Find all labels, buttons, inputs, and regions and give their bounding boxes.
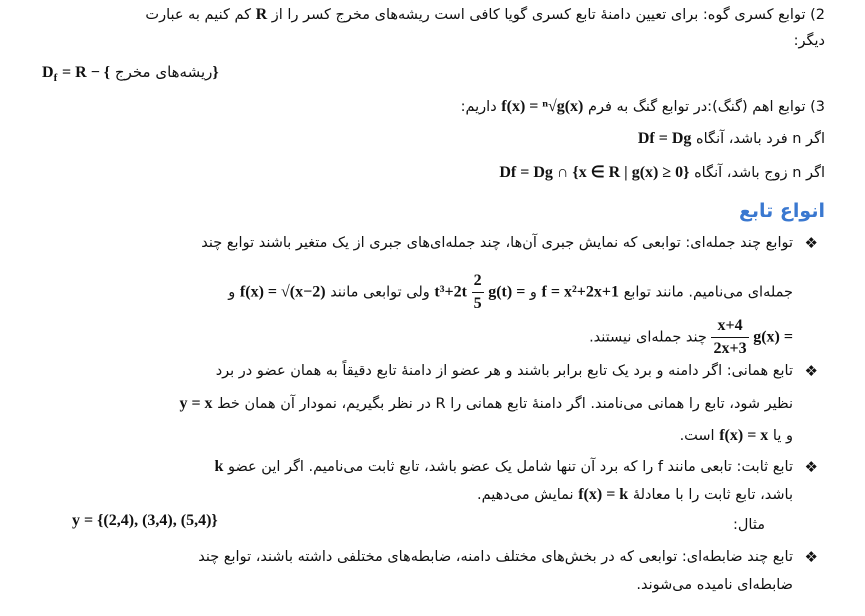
section2-text-b: کم کنیم به عبارت xyxy=(145,7,252,23)
odd-text: اگر n فرد باشد، آنگاه xyxy=(696,131,825,147)
frac-den: 2x+3 xyxy=(713,340,747,357)
poly-text-end: چند جمله‌ای نیستند. xyxy=(589,329,707,346)
poly-line2 xyxy=(38,270,793,315)
formula-word: ریشه‌های مخرج xyxy=(114,63,213,81)
section3-odd xyxy=(600,128,825,150)
constant-text1: تابع ثابت: تابعی مانند f را که برد آن تنها شامل یک عضو باشد، تابع ثابت می‌نامیم. اگر این عضو xyxy=(227,459,793,475)
identity-text3a: و یا xyxy=(772,428,793,444)
formula-end: } xyxy=(212,64,219,81)
poly-and2: و xyxy=(228,284,236,301)
example-label: مثال: xyxy=(733,517,765,533)
poly-f1: f = x²+2x+1 xyxy=(541,283,620,301)
section3-text: 3) توابع اهم (گنگ):در توابع گنگ به فرم xyxy=(588,99,825,115)
set-R: R xyxy=(255,6,268,23)
identity-text3b: است. xyxy=(679,428,715,444)
section3-text-b: داریم: xyxy=(460,99,497,115)
section3-even xyxy=(460,162,825,184)
example-formula: y = {(2,4), (3,4), (5,4)} xyxy=(72,512,218,529)
poly-g1-frac xyxy=(472,270,484,315)
frac-num: x+4 xyxy=(711,315,748,338)
poly-line1: توابع چند جمله‌ای: توابعی که نمایش جبری آن‌ها، چند جمله‌ای‌های جبری از یک متغیر باشند توابع چند xyxy=(201,235,793,251)
piecewise-line1: تابع چند ضابطه‌ای: توابعی که در بخش‌های مختلف دامنه، ضابطه‌های مختلفی داشته باشند، توابع چند xyxy=(198,549,793,565)
constant-fk: f(x) = k xyxy=(578,486,629,503)
constant-k: k xyxy=(214,458,224,475)
poly-f2: f(x) = √(x−2) xyxy=(239,283,326,301)
poly-g2-pre: g(x) = xyxy=(753,328,793,346)
formula-mid: = R − { xyxy=(62,64,111,81)
identity-line2 xyxy=(38,393,793,415)
frac-num: 2 xyxy=(472,270,484,293)
constant-text2a: باشد، تابع ثابت را با معادلهٔ xyxy=(632,487,793,503)
formula-D: D xyxy=(42,64,54,81)
odd-formula: Df = Dg xyxy=(637,130,692,147)
poly-but: ولی توابعی مانند xyxy=(330,284,430,301)
identity-fx: f(x) = x xyxy=(719,427,769,444)
identity-text2: نظیر شود، تابع را همانی می‌نامند. اگر دامنهٔ تابع همانی را R در نظر بگیریم، نمودار آن همان خط xyxy=(217,396,793,412)
constant-text2b: نمایش می‌دهیم. xyxy=(477,487,574,503)
section2-text: 2) توابع کسری گوه: برای تعیین دامنهٔ تابع کسری گویا کافی است ریشه‌های مخرج کسر را از xyxy=(271,7,825,23)
identity-yx: y = x xyxy=(179,395,213,412)
even-formula: Df = Dg ∩ {x ∈ R | g(x) ≥ 0} xyxy=(499,164,690,181)
formula-sub: f xyxy=(53,72,58,84)
poly-text-a: جمله‌ای می‌نامیم. مانند توابع xyxy=(623,284,793,301)
poly-g2-frac xyxy=(711,315,748,360)
section3-line1 xyxy=(300,96,825,118)
bullet-icon: ❖ xyxy=(804,548,818,566)
identity-line3 xyxy=(38,425,793,447)
piecewise-line2: ضابطه‌ای نامیده می‌شوند. xyxy=(636,577,793,593)
poly-g1-pre: g(t) = xyxy=(488,283,526,301)
even-text: اگر n زوج باشد، آنگاه xyxy=(694,165,825,181)
poly-and1: و xyxy=(529,284,537,301)
section3-formula: f(x) = ⁿ√g(x) xyxy=(501,98,584,115)
bullet-icon: ❖ xyxy=(804,234,818,252)
poly-line3 xyxy=(38,315,793,360)
poly-g1-post: t³+2t xyxy=(434,283,467,301)
section2-formula xyxy=(42,63,219,84)
constant-line2 xyxy=(38,484,793,506)
section2-line1 xyxy=(38,4,825,26)
section2-line2: دیگر: xyxy=(793,33,825,49)
section-heading: انواع تابع xyxy=(738,200,825,222)
constant-line1 xyxy=(38,456,793,478)
bullet-icon: ❖ xyxy=(804,458,818,476)
bullet-icon: ❖ xyxy=(804,362,818,380)
frac-den: 5 xyxy=(473,295,482,312)
identity-line1: تابع همانی: اگر دامنه و برد یک تابع برابر باشند و هر عضو از دامنهٔ تابع دقیقاً به همان عضو در برد xyxy=(215,363,793,379)
